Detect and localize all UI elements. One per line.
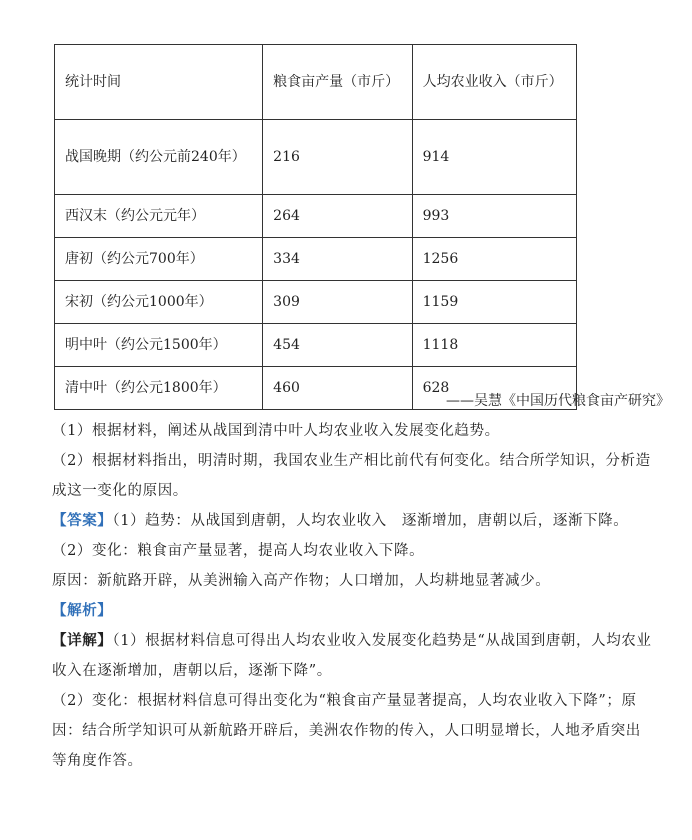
cell-period: 明中叶（约公元1500年） <box>55 324 263 367</box>
table-row <box>55 195 577 238</box>
answer-line-3: 原因：新航路开辟，从美洲输入高产作物；人口增加，人均耕地显著减少。 <box>52 573 551 589</box>
table-row <box>55 120 577 195</box>
cell-income: 628 <box>412 367 576 410</box>
analysis-heading <box>52 596 652 626</box>
cell-grain-yield: 460 <box>263 367 412 410</box>
cell-period: 唐初（约公元700年） <box>55 238 263 281</box>
analysis-line-1 <box>52 626 652 686</box>
source-citation: ——吴慧《中国历代粮食亩产研究》 <box>446 393 670 409</box>
analysis-tag: 【解析】 <box>52 602 113 619</box>
header-period: 统计时间 <box>55 45 263 120</box>
table-row <box>55 324 577 367</box>
cell-grain-yield: 216 <box>263 120 412 195</box>
cell-income: 914 <box>412 120 576 195</box>
cell-grain-yield: 309 <box>263 281 412 324</box>
cell-grain-yield: 334 <box>263 238 412 281</box>
table-row <box>55 281 577 324</box>
cell-period: 西汉末（约公元元年） <box>55 195 263 238</box>
cell-period: 清中叶（约公元1800年） <box>55 367 263 410</box>
cell-income: 1159 <box>412 281 576 324</box>
header-grain-yield: 粮食亩产量（市斤） <box>263 45 412 120</box>
table-row <box>55 238 577 281</box>
grain-income-table <box>54 44 577 410</box>
table-header-row <box>55 45 577 120</box>
cell-grain-yield: 264 <box>263 195 412 238</box>
question-2: （2）根据材料指出，明清时期，我国农业生产相比前代有何变化。结合所学知识，分析造成这一变化的原因。 <box>52 453 651 499</box>
detail-tag: 【详解】 <box>52 632 113 649</box>
answer-text-1: （1）趋势：从战国到唐朝，人均农业收入 逐渐增加，唐朝以后，逐渐下降。 <box>112 513 629 529</box>
cell-period: 战国晚期（约公元前240年） <box>55 120 263 195</box>
cell-income: 1118 <box>412 324 576 367</box>
header-income: 人均农业收入（市斤） <box>412 45 576 120</box>
analysis-text-1: （1）根据材料信息可得出人均农业收入发展变化趋势是“从战国到唐朝，人均农业收入在逐渐增加，唐朝以后，逐渐下降”。 <box>52 633 652 679</box>
question-1: （1）根据材料，阐述从战国到清中叶人均农业收入发展变化趋势。 <box>52 423 500 439</box>
analysis-line-2: （2）变化：根据材料信息可得出变化为“粮食亩产量显著提高，人均农业收入下降”；原因：结合所学知识可从新航路开辟后，美洲农作物的传入，人口明显增长，人地矛盾突出等角度作答。 <box>52 693 641 769</box>
answer-line-2: （2）变化：粮食亩产量显著，提高人均农业收入下降。 <box>52 543 425 559</box>
answer-line-1 <box>52 506 652 536</box>
cell-grain-yield: 454 <box>263 324 412 367</box>
cell-income: 1256 <box>412 238 576 281</box>
answer-tag: 【答案】 <box>52 512 113 529</box>
cell-period: 宋初（约公元1000年） <box>55 281 263 324</box>
cell-income: 993 <box>412 195 576 238</box>
